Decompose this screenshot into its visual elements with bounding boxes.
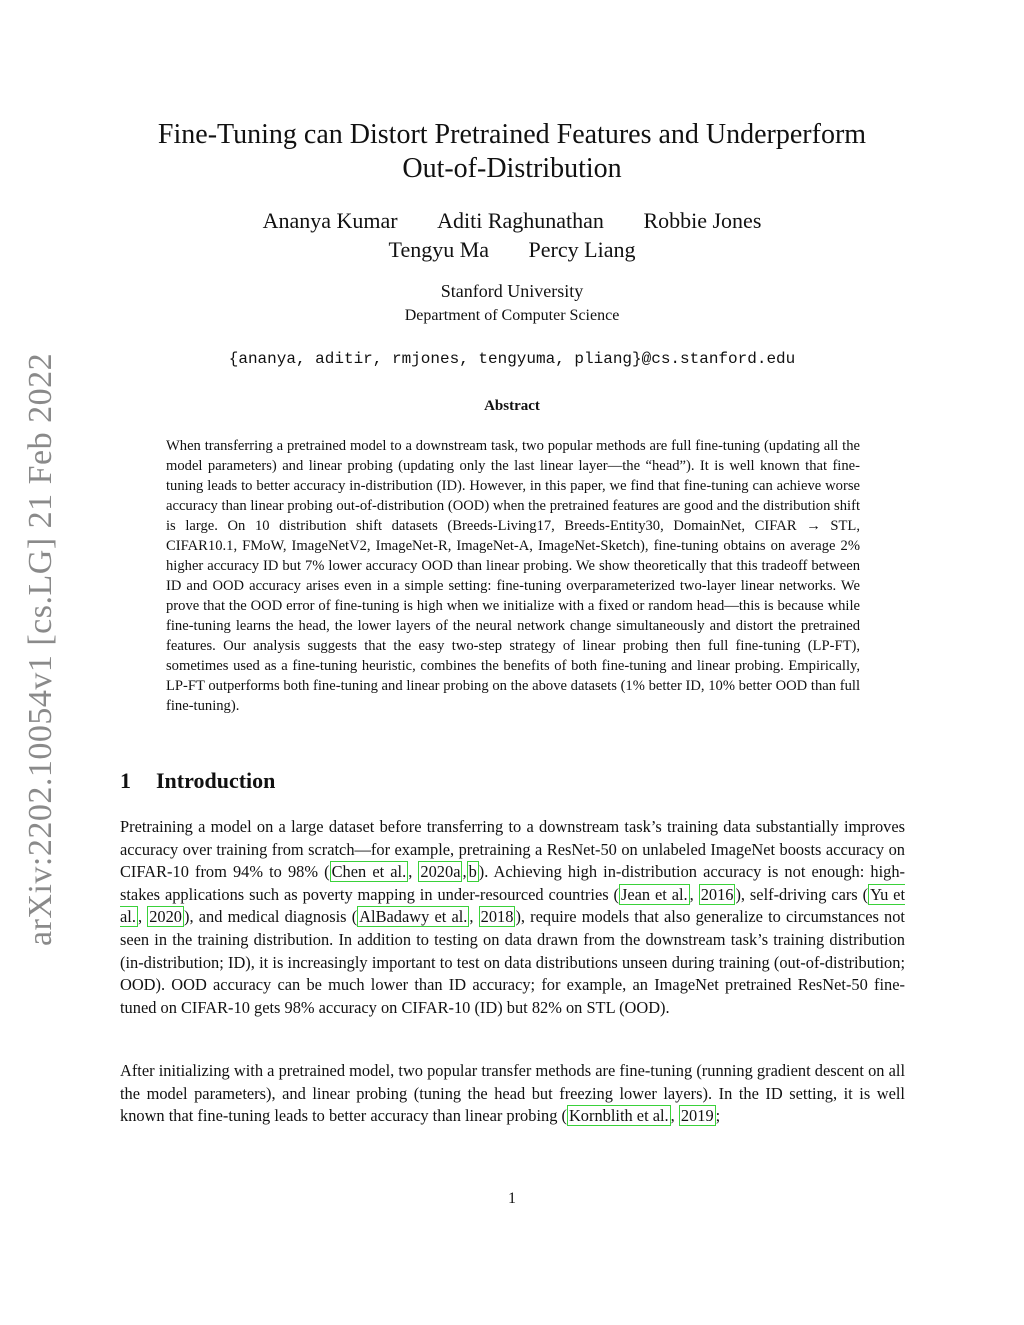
section-heading-introduction xyxy=(120,768,275,794)
paragraph-text: , xyxy=(462,862,467,882)
arxiv-id-stamp: arXiv:2202.10054v1 [cs.LG] 21 Feb 2022 xyxy=(22,352,59,946)
paragraph-text: , xyxy=(469,907,479,927)
page-number: 1 xyxy=(508,1190,516,1207)
author-name: Percy Liang xyxy=(528,237,636,262)
author-name: Aditi Raghunathan xyxy=(437,208,604,233)
abstract-text: When transferring a pretrained model to a downstream task, two popular methods are full fine-tuning (updating all the model parameters) and linear probing (updating only the last linear layer—the “head”). It is well known that fine-tuning leads to better accuracy in-distribution (ID). However, in this paper, we find that fine-tuning can achieve worse accuracy than linear probing out-of-distribution (OOD) when the pretrained features are good and the distribution shift is large. On 10 distribution shift datasets (Breeds-Living17, Breeds-Entity30, DomainNet, CIFAR → STL, CIFAR10.1, FMoW, ImageNetV2, ImageNet-R, ImageNet-A, ImageNet-Sketch), fine-tuning obtains on average 2% higher accuracy ID but 7% lower accuracy OOD than linear probing. We show theoretically that this tradeoff between ID and OOD accuracy arises even in a simple setting: fine-tuning overparameterized two-layer linear networks. We prove that the OOD error of fine-tuning is high when we initialize with a fixed or random head—this is because while fine-tuning learns the head, the lower layers of the neural network change simultaneously and distort the pretrained features. Our analysis suggests that the easy two-step strategy of linear probing then full fine-tuning (LP-FT), sometimes used as a fine-tuning heuristic, combines the benefits of both fine-tuning and linear probing. Empirically, LP-FT outperforms both fine-tuning and linear probing on the above datasets (1% better ID, 10% better OOD than full fine-tuning). xyxy=(166,438,860,714)
author-emails: {ananya, aditir, rmjones, tengyuma, pliang}@cs.stanford.edu xyxy=(228,350,796,368)
affiliation-university: Stanford University xyxy=(440,281,584,301)
title-line-2: Out-of-Distribution xyxy=(402,153,622,184)
author-name: Ananya Kumar xyxy=(262,208,398,233)
citation-link[interactable]: Jean et al. xyxy=(620,884,688,904)
citation-link[interactable]: b xyxy=(468,862,477,882)
author-name: Robbie Jones xyxy=(643,208,762,233)
author-name: Tengyu Ma xyxy=(388,237,490,262)
paragraph-text: , xyxy=(408,862,419,882)
paragraph-text: ), self-driving cars ( xyxy=(735,884,869,904)
paragraph-text: ), require models that also generalize to circumstances not seen in the training distribution. In addition to testing on data drawn from the downstream task’s training distribution (in-distribution; ID), it is increasingly important to test on data distributions unseen during training (out-of-distribution; OOD). OOD accuracy can be much lower than ID accuracy; for example, an ImageNet pretrained ResNet-50 fine-tuned on CIFAR-10 gets 98% accuracy on CIFAR-10 (ID) but 82% on STL (OOD). xyxy=(120,907,905,1017)
intro-paragraph-1 xyxy=(120,816,905,1019)
affiliation-department: Department of Computer Science xyxy=(404,307,620,324)
paragraph-text: After initializing with a pretrained model, two popular transfer methods are fine-tuning (running gradient descent on all the model parameters), and linear probing (tuning the head but freezing lower layers). In the ID setting, it is well known that fine-tuning leads to better accuracy than linear probing ( xyxy=(120,1061,905,1126)
paper-title xyxy=(0,118,1024,186)
citation-link[interactable]: Yu et al. xyxy=(120,884,906,927)
citation-link[interactable]: 2020a xyxy=(420,862,461,882)
citation-link[interactable]: AlBadawy et al. xyxy=(359,907,468,927)
paragraph-text: ; xyxy=(715,1106,721,1126)
section-title: Introduction xyxy=(156,768,276,793)
paragraph-text: ). Achieving high in-distribution accuracy is not enough: high-stakes applications such as poverty mapping in under-resourced countries ( xyxy=(120,862,905,904)
abstract-heading: Abstract xyxy=(484,398,540,414)
citation-link[interactable]: Chen et al. xyxy=(331,862,407,882)
paragraph-text: Pretraining a model on a large dataset before transferring to a downstream task’s training data substantially improves accuracy over training from scratch—for example, pretraining a ResNet-50 on unlabeled ImageNet boosts accuracy on CIFAR-10 from 94% to 98% ( xyxy=(120,817,905,882)
author-list xyxy=(0,206,1024,264)
paragraph-text: ), and medical diagnosis ( xyxy=(184,907,358,927)
paragraph-text: , xyxy=(689,884,699,904)
citation-link[interactable]: 2016 xyxy=(700,884,734,904)
intro-paragraph-2 xyxy=(120,1060,905,1128)
citation-link[interactable]: 2019 xyxy=(680,1106,714,1126)
section-number: 1 xyxy=(120,768,131,793)
paragraph-text: , xyxy=(137,907,148,927)
paragraph-text: , xyxy=(670,1106,679,1126)
citation-link[interactable]: 2018 xyxy=(480,907,514,927)
citation-link[interactable]: 2020 xyxy=(149,907,182,927)
citation-link[interactable]: Kornblith et al. xyxy=(568,1106,669,1126)
title-line-1: Fine-Tuning can Distort Pretrained Features and Underperform xyxy=(157,119,867,150)
